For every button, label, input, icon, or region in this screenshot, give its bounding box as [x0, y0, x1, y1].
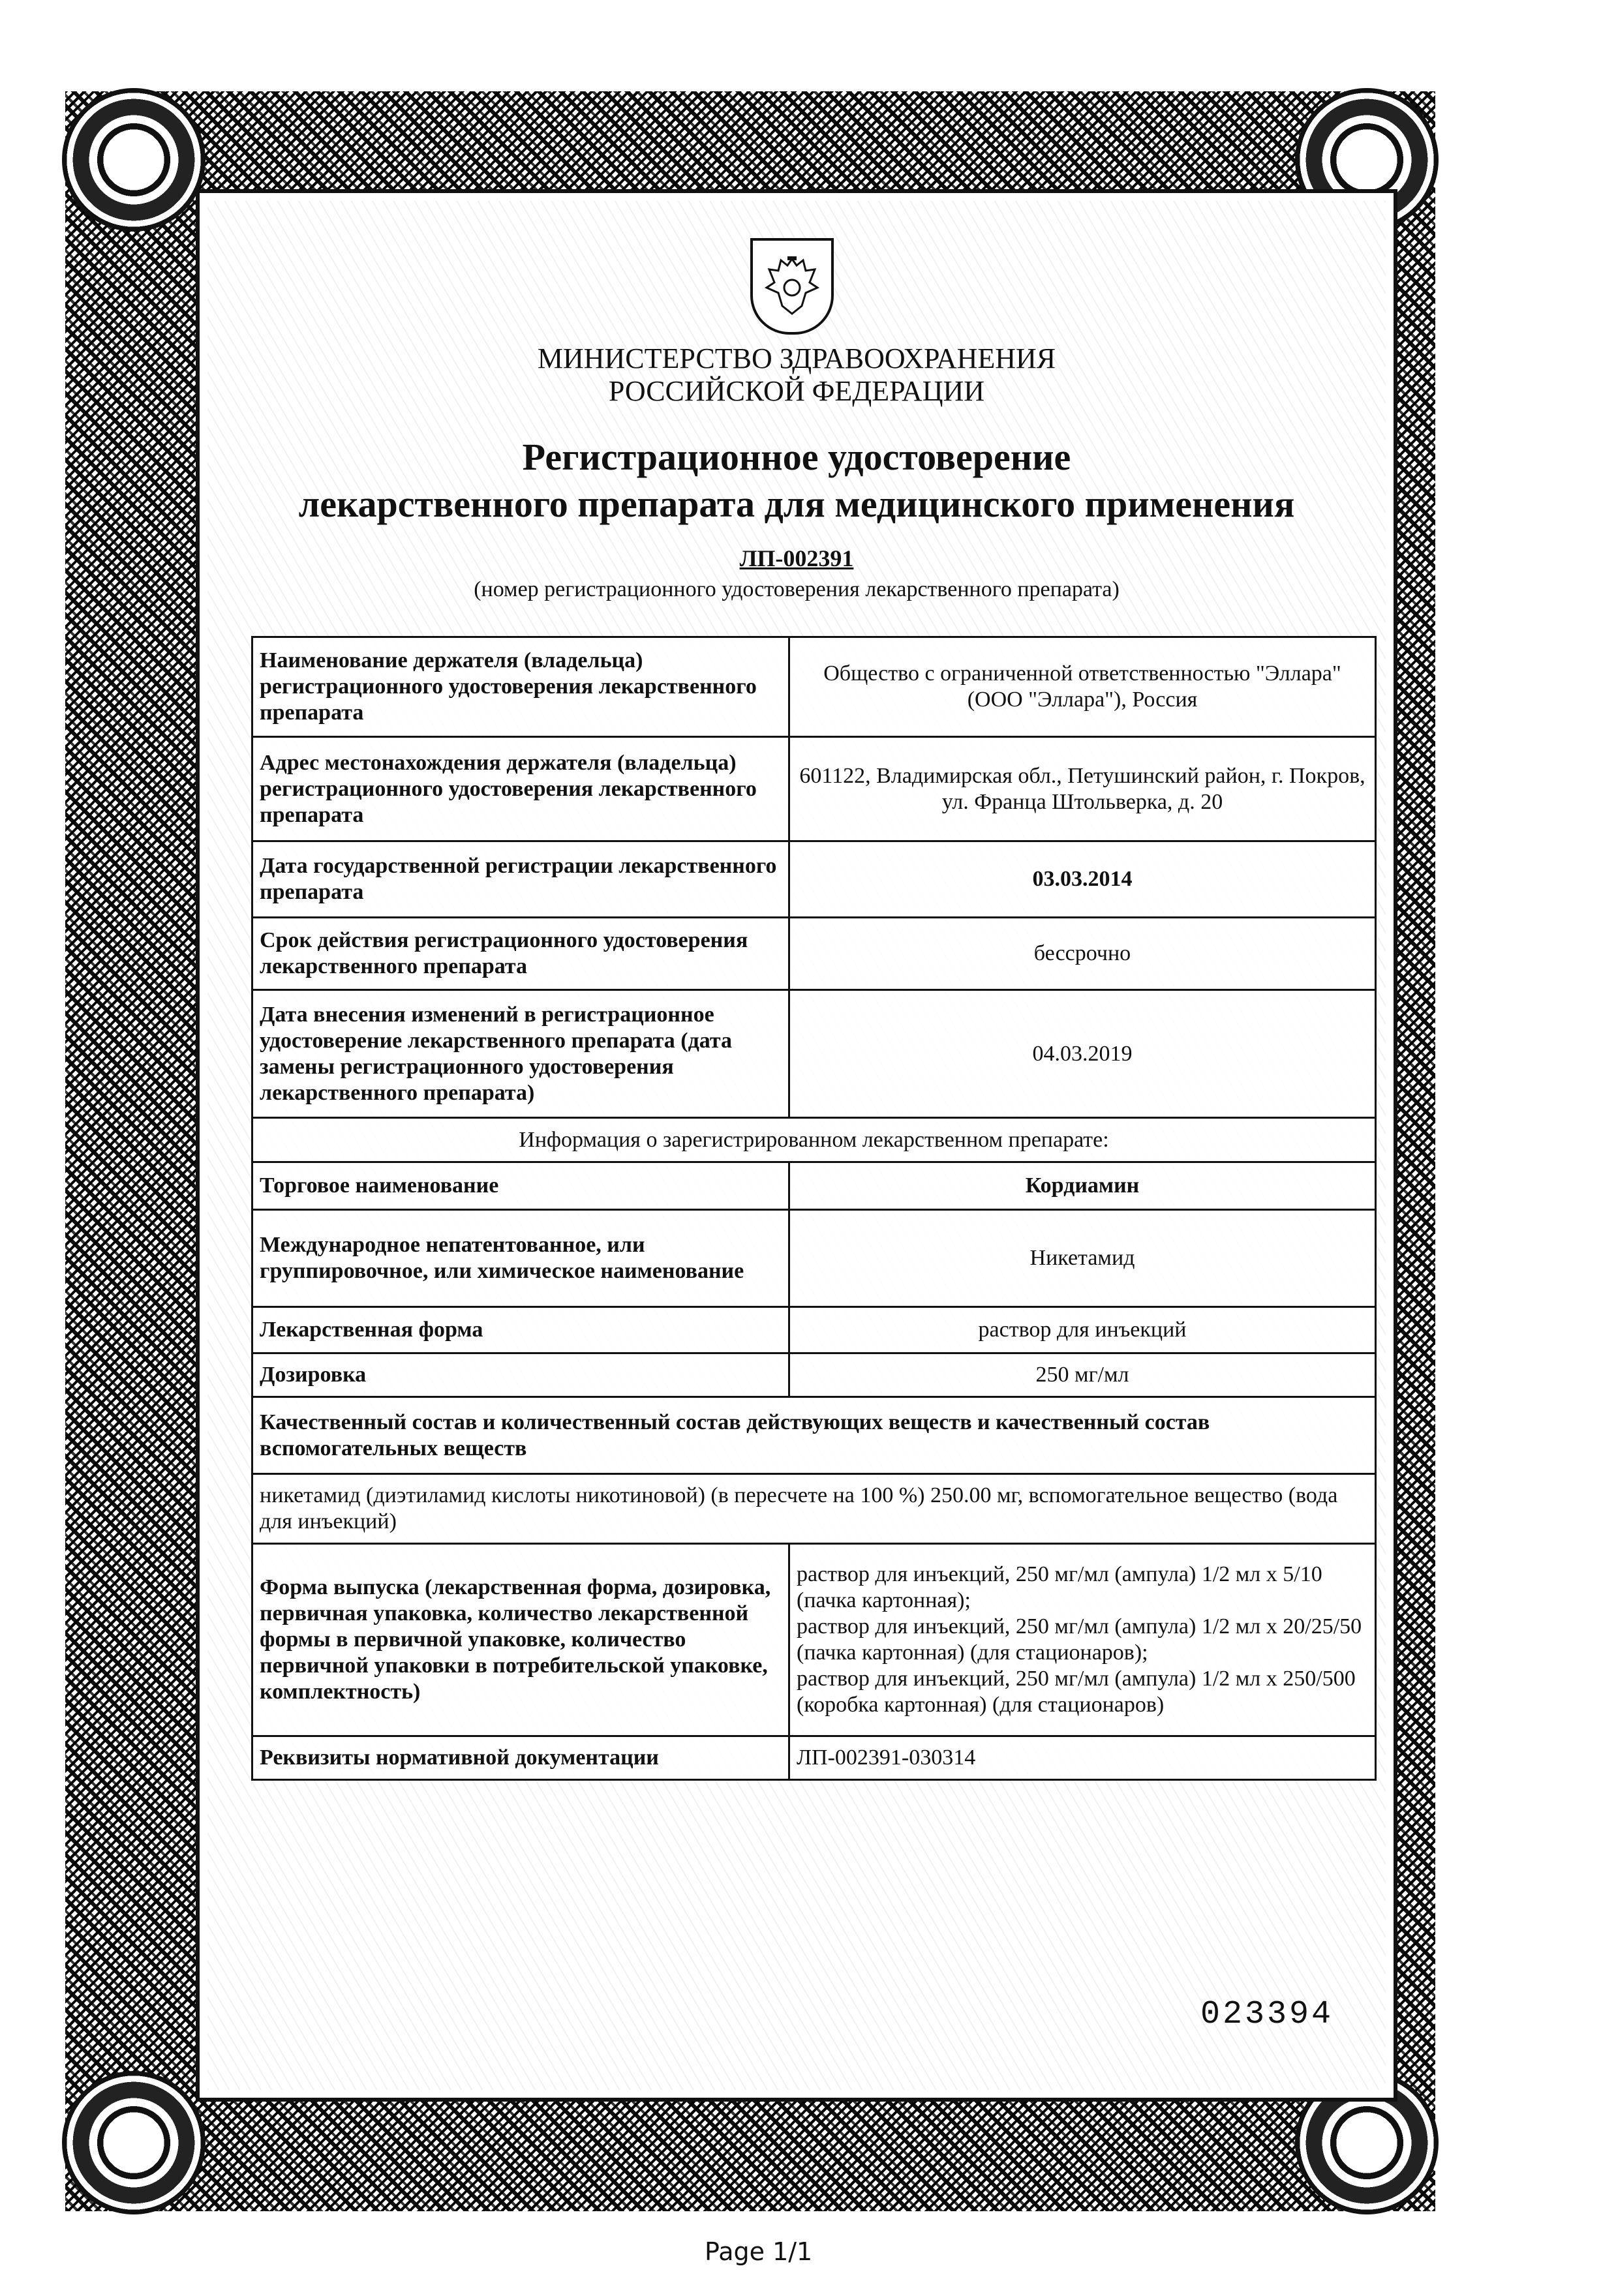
table-row [252, 1736, 1376, 1780]
ministry-name [207, 342, 1386, 408]
table-row [252, 1353, 1376, 1397]
table-row [252, 1210, 1376, 1307]
serial-number: 023394 [1200, 1996, 1334, 2033]
ministry-line: МИНИСТЕРСТВО ЗДРАВООХРАНЕНИЯ [537, 342, 1056, 374]
release-item: раствор для инъекций, 250 мг/мл (ампула) 1/2 мл x 250/500 (коробка картонная) (для стационаров) [797, 1667, 1356, 1717]
composition-value: никетамид (диэтиламид кислоты никотиновой) (в пересчете на 100 %) 250.00 мг, вспомогательное вещество (вода для инъекций) [252, 1474, 1376, 1544]
row-value: 04.03.2019 [789, 990, 1376, 1118]
row-label: Наименование держателя (владельца) регистрационного удостоверения лекарственного препарата [252, 637, 789, 737]
table-row [252, 1474, 1376, 1544]
document-title [207, 434, 1386, 528]
table-row [252, 1118, 1376, 1162]
row-value: 250 мг/мл [789, 1353, 1376, 1397]
row-label: Дозировка [252, 1353, 789, 1397]
row-label: Торговое наименование [252, 1162, 789, 1210]
row-value: Никетамид [789, 1210, 1376, 1307]
row-value: 03.03.2014 [789, 841, 1376, 918]
corner-ornament [62, 2071, 206, 2214]
coat-of-arms-icon [750, 238, 834, 335]
title-line: лекарственного препарата для медицинского применения [298, 483, 1295, 525]
table-row [252, 1397, 1376, 1474]
requisites-label: Реквизиты нормативной документации [252, 1736, 789, 1780]
release-item: раствор для инъекций, 250 мг/мл (ампула) 1/2 мл x 20/25/50 (пачка картонная) (для стационаров); [797, 1614, 1362, 1665]
row-value: 601122, Владимирская обл., Петушинский район, г. Покров, ул. Франца Штольверка, д. 20 [789, 737, 1376, 841]
table-row [252, 1162, 1376, 1210]
row-value: Общество с ограниченной ответственностью "Эллара" (ООО "Эллара"), Россия [789, 637, 1376, 737]
ministry-line: РОССИЙСКОЙ ФЕДЕРАЦИИ [608, 375, 985, 407]
release-values [789, 1544, 1376, 1736]
registration-number-caption: (номер регистрационного удостоверения лекарственного препарата) [474, 577, 1120, 601]
row-label: Лекарственная форма [252, 1307, 789, 1353]
table-row [252, 637, 1376, 737]
title-line: Регистрационное удостоверение [522, 436, 1071, 478]
composition-label: Качественный состав и количественный состав действующих веществ и качественный состав вспомогательных веществ [252, 1397, 1376, 1474]
table-row [252, 841, 1376, 918]
row-label: Международное непатентованное, или группировочное, или химическое наименование [252, 1210, 789, 1307]
table-row [252, 1544, 1376, 1736]
info-header: Информация о зарегистрированном лекарственном препарате: [252, 1118, 1376, 1162]
release-label: Форма выпуска (лекарственная форма, дозировка, первичная упаковка, количество лекарственной формы в первичной упаковке, количество первичной упаковки в потребительской упаковке, комплектность) [252, 1544, 789, 1736]
row-label: Дата внесения изменений в регистрационное удостоверение лекарственного препарата (дата замены регистрационного удостоверения лекарственного препарата) [252, 990, 789, 1118]
row-value: бессрочно [789, 918, 1376, 990]
row-label: Дата государственной регистрации лекарственного препарата [252, 841, 789, 918]
row-value: Кордиамин [789, 1162, 1376, 1210]
page-indicator: Page 1/1 [705, 2237, 813, 2266]
requisites-value: ЛП-002391-030314 [789, 1736, 1376, 1780]
row-value: раствор для инъекций [789, 1307, 1376, 1353]
table-row [252, 918, 1376, 990]
row-label: Срок действия регистрационного удостоверения лекарственного препарата [252, 918, 789, 990]
corner-ornament [62, 88, 206, 232]
table-row [252, 737, 1376, 841]
release-item: раствор для инъекций, 250 мг/мл (ампула) 1/2 мл x 5/10 (пачка картонная); [797, 1562, 1322, 1612]
table-row [252, 990, 1376, 1118]
row-label: Адрес местонахождения держателя (владельца) регистрационного удостоверения лекарственного препарата [252, 737, 789, 841]
table-row [252, 1307, 1376, 1353]
certificate-table [251, 636, 1377, 1781]
registration-number: ЛП-002391 [739, 545, 854, 571]
